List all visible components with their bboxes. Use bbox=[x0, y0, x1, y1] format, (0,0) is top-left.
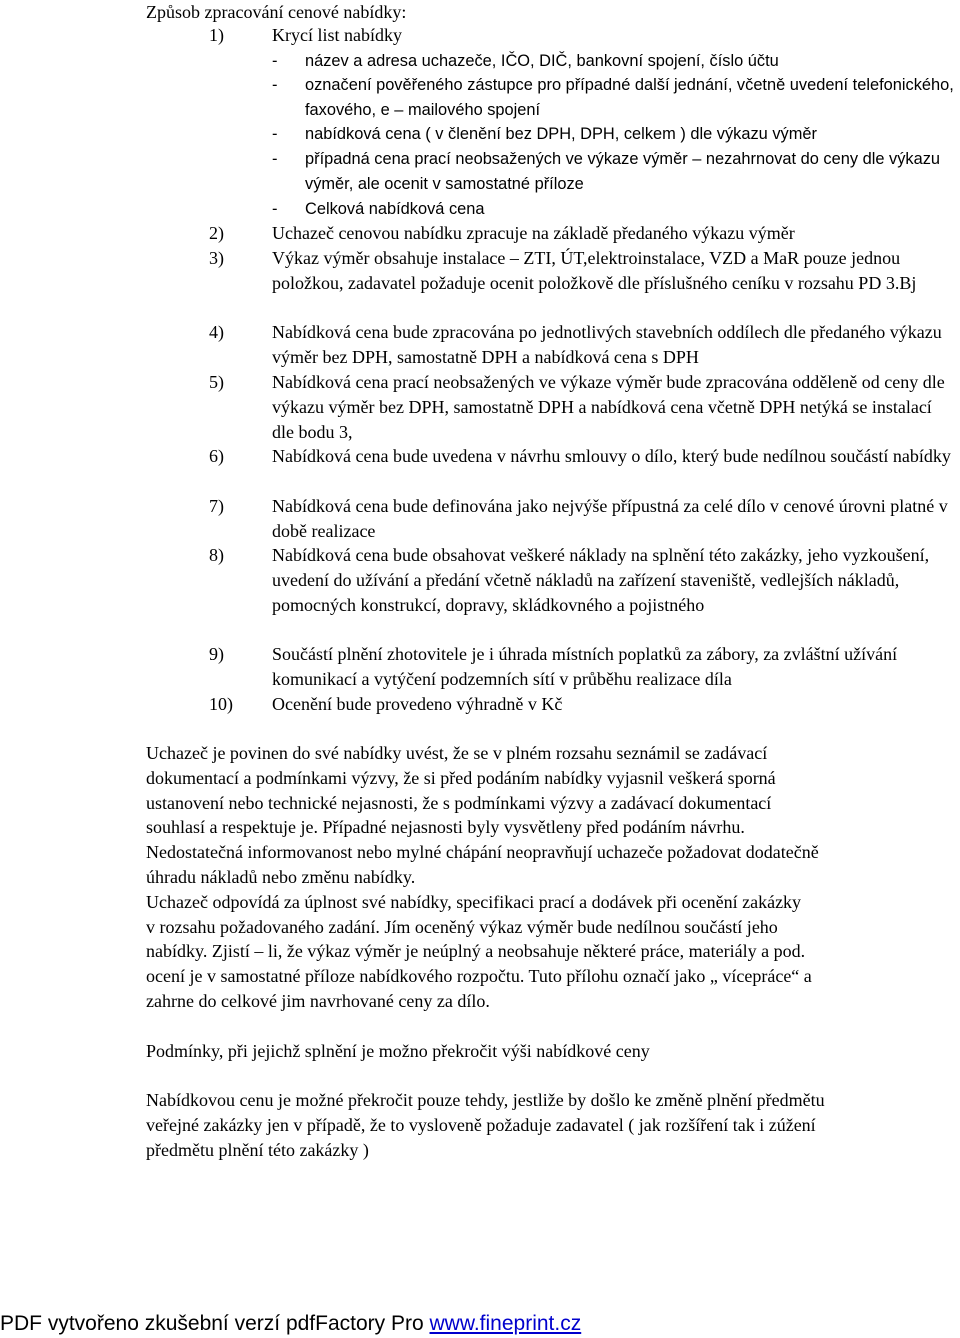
paragraph-line: úhradu nákladů nebo změnu nabídky. bbox=[146, 866, 416, 887]
bullet-dash: - bbox=[272, 76, 278, 94]
sub-list-item-text: název a adresa uchazeče, IČO, DIČ, bankovní spojení, číslo účtu bbox=[305, 52, 779, 70]
fineprint-link[interactable]: www.fineprint.cz bbox=[429, 1312, 582, 1335]
list-item bbox=[209, 320, 954, 370]
list-item bbox=[209, 221, 954, 246]
sub-list-item-text: nabídková cena ( v členění bez DPH, DPH, celkem ) dle výkazu výměr bbox=[305, 125, 817, 143]
list-item-number: 9) bbox=[209, 644, 224, 664]
list-item-number: 10) bbox=[209, 694, 233, 714]
sub-list-item bbox=[272, 122, 956, 147]
paragraph-line: dokumentací a podmínkami výzvy, že si před podáním nabídky vyjasnil veškerá sporná bbox=[146, 767, 776, 788]
sub-list-item-text: Celková nabídková cena bbox=[305, 200, 485, 218]
sub-list-item bbox=[272, 73, 956, 123]
list-item-text: Ocenění bude provedeno výhradně v Kč bbox=[272, 694, 563, 714]
list-item bbox=[209, 23, 954, 48]
paragraph-line: Uchazeč je povinen do své nabídky uvést, že se v plném rozsahu seznámil se zadávací bbox=[146, 743, 768, 763]
list-item-number: 7) bbox=[209, 496, 224, 516]
bullet-dash: - bbox=[272, 200, 278, 218]
sub-list-item bbox=[272, 49, 956, 74]
sub-list-item-text: případná cena prací neobsažených ve výkaze výměr – nezahrnovat do ceny dle výkazu výměr, ale ocenit v samostatné příloze bbox=[305, 150, 941, 193]
list-item-number: 1) bbox=[209, 25, 224, 45]
paragraph-line: nabídky. Zjistí – li, že výkaz výměr je neúplný a neobsahuje některé práce, materiály a pod. bbox=[146, 941, 806, 962]
list-item-text: Nabídková cena prací neobsažených ve výkaze výměr bude zpracována odděleně od ceny dle výkazu výměr bez DPH, samostatně DPH a nabídková cena včetně DPH netýká se instalací dle bodu 3, bbox=[272, 372, 945, 442]
paragraph-line: předmětu plnění této zakázky ) bbox=[146, 1139, 369, 1160]
sub-list-item bbox=[272, 197, 956, 222]
conditions-heading-text: Podmínky, při jejichž splnění je možno překročit výši nabídkové ceny bbox=[146, 1041, 650, 1061]
list-item-text: Nabídková cena bude uvedena v návrhu smlouvy o dílo, který bude nedílnou součástí nabídky bbox=[272, 446, 951, 466]
list-item-number: 2) bbox=[209, 223, 224, 243]
paragraph-line: ocení je v samostatné příloze nabídkového rozpočtu. Tuto přílohu označí jako „ vícepráce“ a bbox=[146, 966, 812, 987]
paragraph-line: ustanovení nebo technické nejasnosti, že s podmínkami výzvy a zadávací dokumentací bbox=[146, 792, 772, 813]
list-item bbox=[209, 494, 954, 544]
paragraph-line: veřejné zakázky jen v případě, že to vysloveně požaduje zadavatel ( jak rozšíření tak i zúžení bbox=[146, 1114, 816, 1135]
list-item-text: Nabídková cena bude zpracována po jednotlivých stavebních oddílech dle předaného výkazu výměr bez DPH, samostatně DPH a nabídková cena s DPH bbox=[272, 322, 942, 367]
paragraph-line: Uchazeč odpovídá za úplnost své nabídky, specifikaci prací a dodávek při ocenění zakázky bbox=[146, 891, 802, 912]
list-item-number: 4) bbox=[209, 322, 224, 342]
list-item-text: Nabídková cena bude obsahovat veškeré náklady na splnění této zakázky, jeho vyzkoušení, uvedení do užívání a předání včetně nákladů na zařízení staveniště, vedlejších nákladů, pomocných konstrukcí, dopravy, skládkovného a pojistného bbox=[272, 545, 930, 615]
bullet-dash: - bbox=[272, 150, 278, 168]
paragraph-line: souhlasí a respektuje je. Případné nejasnosti byly vysvětleny před podáním návrhu. bbox=[146, 817, 745, 838]
list-item-text: Výkaz výměr obsahuje instalace – ZTI, ÚT,elektroinstalace, VZD a MaR pouze jednou položkou, zadavatel požaduje ocenit položkově dle příslušného ceníku v rozsahu PD 3.Bj bbox=[272, 248, 917, 293]
paragraph-line: v rozsahu požadovaného zadání. Jím oceněný výkaz výměr bude nedílnou součástí jeho bbox=[146, 916, 778, 937]
list-item bbox=[209, 692, 954, 717]
footer-text: PDF vytvořeno zkušební verzí pdfFactory Pro bbox=[0, 1312, 430, 1335]
bullet-dash: - bbox=[272, 52, 278, 70]
list-item bbox=[209, 444, 954, 469]
pdf-watermark-footer bbox=[0, 1311, 581, 1337]
list-item bbox=[209, 543, 954, 617]
list-item-number: 6) bbox=[209, 446, 224, 466]
list-item-text: Uchazeč cenovou nabídku zpracuje na základě předaného výkazu výměr bbox=[272, 223, 795, 243]
list-item bbox=[209, 370, 954, 444]
paragraph-line: Nedostatečná informovanost nebo mylné chápání neopravňují uchazeče požadovat dodatečně bbox=[146, 842, 819, 863]
list-item bbox=[209, 246, 954, 296]
list-item-number: 3) bbox=[209, 248, 224, 268]
sub-list-item bbox=[272, 147, 956, 197]
bidder-obligations-paragraph bbox=[146, 741, 958, 1014]
list-item-text: Nabídková cena bude definována jako nejvýše přípustná za celé dílo v cenové úrovni platné v době realizace bbox=[272, 496, 948, 541]
paragraph-line: Nabídkovou cenu je možné překročit pouze tehdy, jestliže by došlo ke změně plnění předmětu bbox=[146, 1090, 825, 1110]
sub-list-item-text: označení pověřeného zástupce pro případné další jednání, včetně uvedení telefonického, faxového, e – mailového spojení bbox=[305, 76, 954, 119]
bullet-dash: - bbox=[272, 125, 278, 143]
list-item-number: 5) bbox=[209, 372, 224, 392]
price-exceed-paragraph bbox=[146, 1088, 958, 1162]
conditions-heading bbox=[146, 1039, 958, 1064]
paragraph-line: zahrne do celkové jim navrhované ceny za dílo. bbox=[146, 990, 490, 1011]
list-item-text: Krycí list nabídky bbox=[272, 25, 402, 45]
list-item-number: 8) bbox=[209, 545, 224, 565]
section-heading: Způsob zpracování cenové nabídky: bbox=[146, 2, 407, 22]
list-item bbox=[209, 642, 954, 692]
list-item-text: Součástí plnění zhotovitele je i úhrada místních poplatků za zábory, za zvláštní užívání komunikací a vytýčení podzemních sítí v průběhu realizace díla bbox=[272, 644, 898, 689]
